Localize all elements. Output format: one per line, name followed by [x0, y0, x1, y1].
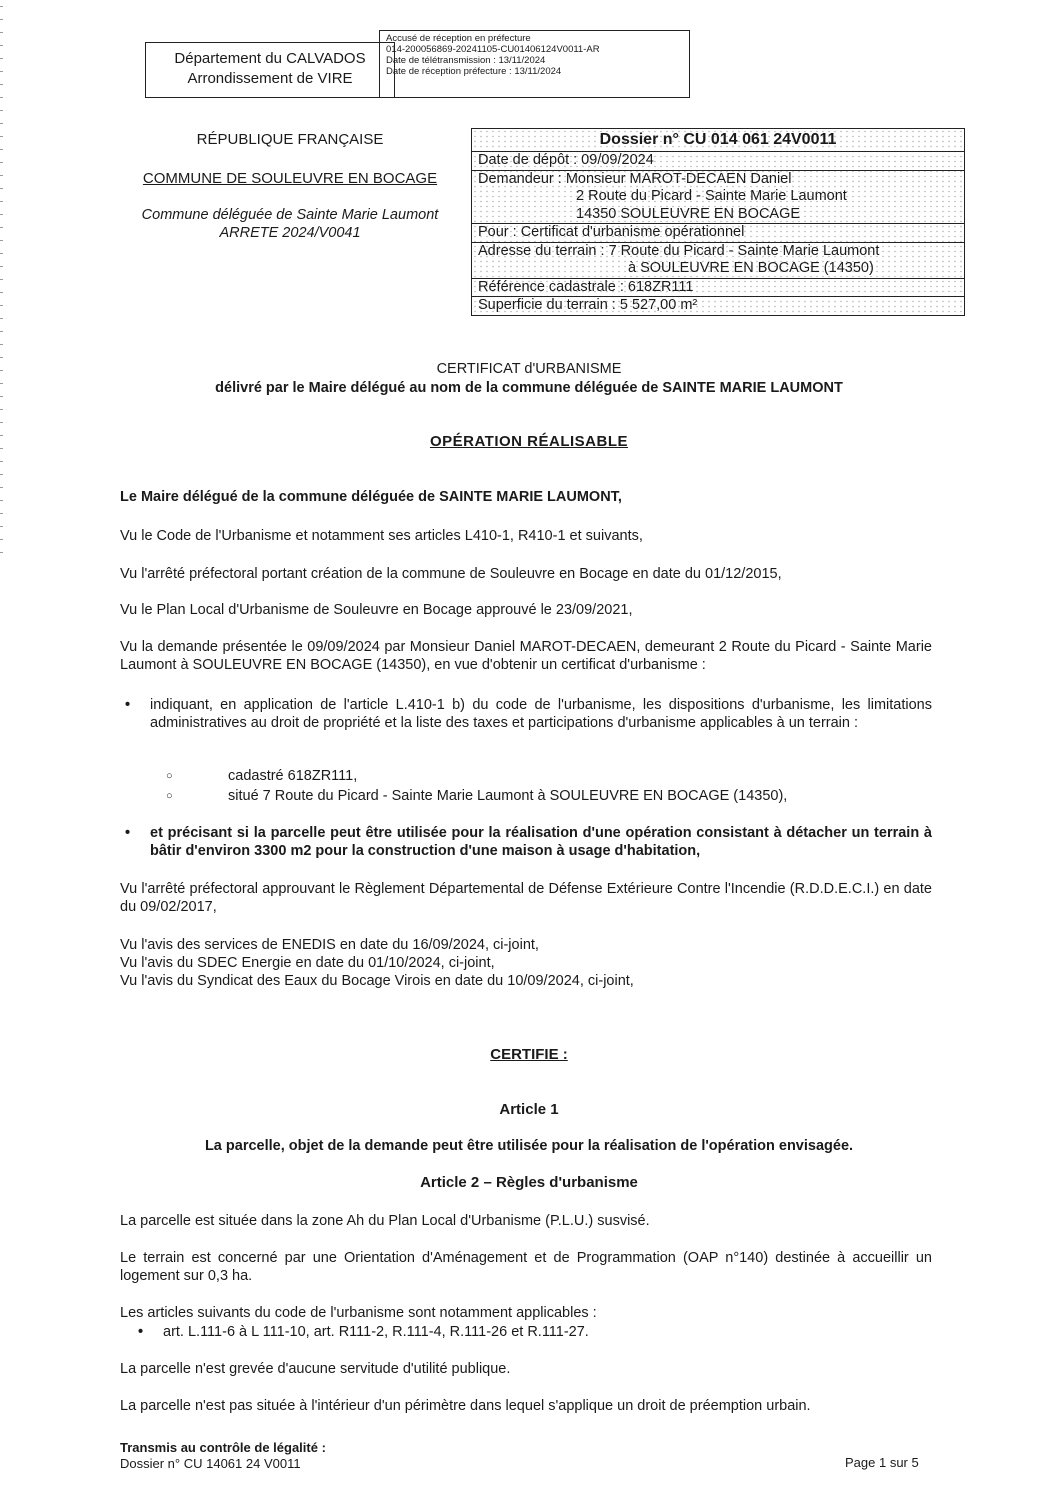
sub-item-text: situé 7 Route du Picard - Sainte Marie Laumont à SOULEUVRE EN BOCAGE (14350),	[228, 788, 788, 804]
vu-avis-list	[120, 936, 932, 990]
ack-line: Date de réception préfecture : 13/11/2024	[386, 66, 562, 77]
preemption-text: La parcelle n'est pas située à l'intérieur d'un périmètre dans lequel s'applique un droit de préemption urbain.	[120, 1398, 811, 1414]
scan-edge-marks	[0, 0, 3, 560]
demandeur-line: 2 Route du Picard - Sainte Marie Laumont	[576, 188, 847, 204]
operation-status: OPÉRATION RÉALISABLE	[429, 433, 629, 450]
commune-heading: COMMUNE DE SOULEUVRE EN BOCAGE	[142, 170, 438, 187]
footer-dossier-ref: Dossier n° CU 14061 24 V0011	[120, 1456, 301, 1471]
arrete-number: ARRETE 2024/V0041	[219, 225, 361, 241]
ack-line: Accusé de réception en préfecture	[386, 33, 531, 44]
page-number: Page 1 sur 5	[845, 1455, 919, 1470]
circle-bullet-icon: ○	[166, 770, 173, 782]
department-name: Département du CALVADOS	[174, 50, 366, 67]
vu-avis-eaux: Vu l'avis du Syndicat des Eaux du Bocage Virois en date du 10/09/2024, ci-joint,	[120, 973, 634, 989]
dossier-reference: Référence cadastrale : 618ZR111	[472, 279, 964, 298]
footer-transmission	[120, 1440, 326, 1472]
dossier-title: Dossier n° CU 014 061 24V0011	[472, 129, 964, 152]
article-1-title: Article 1	[499, 1101, 559, 1118]
certificate-heading: CERTIFICAT d'URBANISME	[436, 361, 622, 377]
bullet-text: art. L.111-6 à L 111-10, art. R111-2, R.111-4, R.111-26 et R.111-27.	[163, 1324, 589, 1340]
bullet-precisant	[120, 824, 932, 860]
sub-item-situe	[168, 787, 787, 805]
list-item	[133, 1323, 893, 1341]
sub-item-text: cadastré 618ZR111,	[228, 768, 358, 784]
dossier-date-depot: Date de dépôt : 09/09/2024	[472, 152, 964, 171]
acknowledgement-stamp	[379, 30, 690, 98]
arrete-block	[100, 206, 480, 242]
dossier-table	[471, 128, 965, 316]
vu-avis-sdec: Vu l'avis du SDEC Energie en date du 01/10/2024, ci-joint,	[120, 955, 495, 971]
bullet-icon: •	[125, 697, 131, 713]
dossier-pour: Pour : Certificat d'urbanisme opérationnel	[472, 224, 964, 243]
article-1-text: La parcelle, objet de la demande peut être utilisée pour la réalisation de l'opération envisagée.	[204, 1138, 854, 1154]
demandeur-line: 14350 SOULEUVRE EN BOCAGE	[576, 205, 801, 222]
zone-text: La parcelle est située dans la zone Ah du Plan Local d'Urbanisme (P.L.U.) susvisé.	[120, 1213, 650, 1229]
article-2-title: Article 2 – Règles d'urbanisme	[420, 1174, 638, 1191]
certificate-subtitle: délivré par le Maire délégué au nom de la commune déléguée de SAINTE MARIE LAUMONT	[215, 380, 843, 396]
republique-heading: RÉPUBLIQUE FRANÇAISE	[196, 131, 384, 148]
ack-line: Date de télétransmission : 13/11/2024	[386, 55, 546, 66]
servitude-text: La parcelle n'est grevée d'aucune servitude d'utilité publique.	[120, 1361, 511, 1377]
vu-avis-enedis: Vu l'avis des services de ENEDIS en date du 16/09/2024, ci-joint,	[120, 937, 539, 953]
bullet-indiquant	[120, 696, 932, 732]
arrondissement-name: Arrondissement de VIRE	[187, 70, 353, 87]
articles-intro: Les articles suivants du code de l'urbanisme sont notamment applicables :	[120, 1305, 597, 1321]
certifie-heading: CERTIFIE :	[490, 1046, 568, 1063]
maire-intro: Le Maire délégué de la commune déléguée de SAINTE MARIE LAUMONT,	[120, 489, 622, 505]
list-item	[120, 696, 932, 732]
vu-rddeci: Vu l'arrêté préfectoral approuvant le Règlement Départemental de Défense Extérieure Contre l'Incendie (R.D.D.E.C.I.) en date du 09/02/2017,	[120, 881, 932, 915]
dossier-superficie: Superficie du terrain : 5 527,00 m²	[478, 297, 698, 313]
bullet-text: indiquant, en application de l'article L.410-1 b) du code de l'urbanisme, les dispositions d'urbanisme, les limitations administratives au droit de propriété et la liste des taxes et participations d'urbanisme applicables à un terrain :	[150, 697, 932, 731]
bullet-text: et précisant si la parcelle peut être utilisée pour la réalisation d'une opération consistant à détacher un terrain à bâtir d'environ 3300 m2 pour la construction d'une maison à usage d'habitation,	[150, 825, 932, 859]
ack-line: 014-200056869-20241105-CU01406124V0011-AR	[386, 44, 600, 55]
footer-transmis: Transmis au contrôle de légalité :	[120, 1440, 326, 1455]
bullet-icon: •	[125, 825, 131, 841]
dossier-demandeur	[472, 171, 964, 225]
demandeur-line: Demandeur : Monsieur MAROT-DECAEN Daniel	[478, 170, 792, 187]
vu-code-urbanisme: Vu le Code de l'Urbanisme et notamment ses articles L410-1, R410-1 et suivants,	[120, 528, 643, 544]
department-box	[145, 42, 395, 98]
vu-arrete-creation: Vu l'arrêté préfectoral portant création de la commune de Souleuvre en Bocage en date du 01/12/2015,	[120, 566, 782, 582]
sub-item-cadastre	[168, 767, 357, 785]
vu-plu: Vu le Plan Local d'Urbanisme de Souleuvre en Bocage approuvé le 23/09/2021,	[120, 602, 633, 618]
bullet-icon: •	[138, 1324, 144, 1340]
certificate-title	[0, 360, 1058, 398]
commune-deleguee: Commune déléguée de Sainte Marie Laumont	[141, 207, 439, 223]
list-item	[120, 824, 932, 860]
adresse-line: Adresse du terrain : 7 Route du Picard - Sainte Marie Laumont	[478, 242, 880, 259]
adresse-line: à SOULEUVRE EN BOCAGE (14350)	[628, 260, 874, 276]
circle-bullet-icon: ○	[166, 790, 173, 802]
oap-text: Le terrain est concerné par une Orientation d'Aménagement et de Programmation (OAP n°140) destinée à accueillir un logement sur 0,3 ha.	[120, 1250, 932, 1284]
dossier-adresse	[472, 243, 964, 279]
vu-demande: Vu la demande présentée le 09/09/2024 par Monsieur Daniel MAROT-DECAEN, demeurant 2 Route du Picard - Sainte Marie Laumont à SOULEUVRE EN BOCAGE (14350), en vue d'obtenir un certificat d'urbanisme :	[120, 639, 932, 673]
articles-list	[133, 1323, 893, 1341]
